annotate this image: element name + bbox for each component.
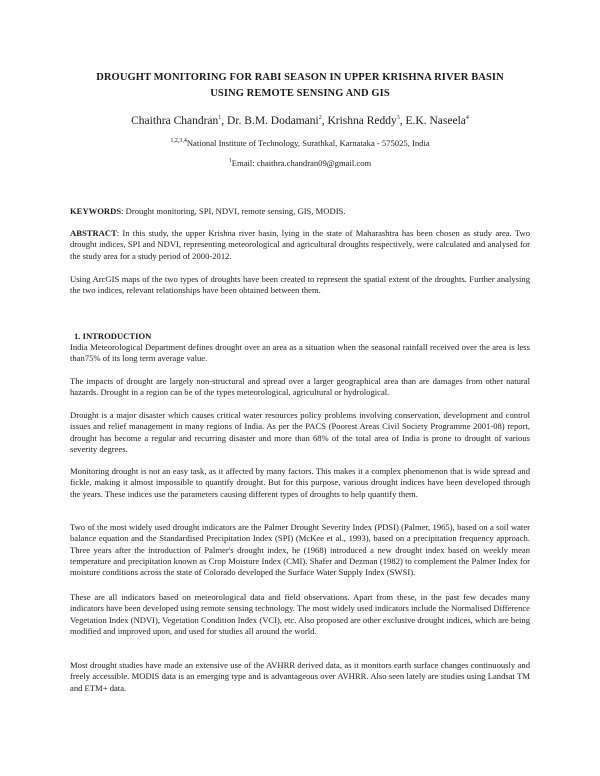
- email-sup: 1: [228, 158, 232, 165]
- keywords-text: : Drought monitoring, SPI, NDVI, remote sensing, GIS, MODIS.: [121, 206, 346, 216]
- affiliation-text: National Institute of Technology, Surathkal, Karnataka - 575025, India: [186, 138, 430, 148]
- author-4-sup: 4: [465, 115, 469, 122]
- abstract: [70, 228, 530, 262]
- affiliation: [40, 137, 560, 149]
- intro-paragraph-2: The impacts of drought are largely non-structural and spread over a larger geographical area than are damages from other natural hazards. Drought in a region can be of the types meteorological, agricultural or hydrological.: [70, 376, 530, 398]
- intro-paragraph-3: Drought is a major disaster which causes critical water resources policy problems involving conservation, development and control issues and relief management in many regions of India. As per the PACS (Poorest Areas Civil Society Programme 2001-08) report, drought has become a regular and recurring disaster and more than 68% of the total area of India is prone to drought of various severity degrees.: [70, 410, 530, 454]
- email-line: [40, 157, 560, 169]
- section-heading: 1. INTRODUCTION: [74, 331, 152, 341]
- keywords-label: KEYWORDS: [70, 206, 122, 216]
- affiliation-sup: 1,2,3,4: [170, 138, 187, 145]
- abstract-paragraph-2: Using ArcGIS maps of the two types of droughts have been created to represent the spatial extent of the droughts. Further analysing the two indices, relevant relationships have been obtained between them.: [70, 274, 530, 296]
- keywords: [70, 206, 530, 217]
- intro-paragraph-4: Monitoring drought is not an easy task, as it affected by many factors. This makes it a complex phenomenon that is wide spread and fickle, making it almost impossible to quantify drought. But for this purpose, various drought indices have been developed through the years. These indices use the parameters causing different types of droughts to help quantify them.: [70, 466, 530, 499]
- author-3-sup: 3: [396, 115, 400, 122]
- author-1: Chaithra Chandran: [131, 115, 219, 127]
- author-1-sup: 1: [218, 115, 222, 122]
- intro-paragraph-6: These are all indicators based on meteorological data and field observations. Apart from these, in the past few decades many indicators have been developed using remote sensing technology. The most widely used indicators include the Normalised Difference Vegetation Index (NDVI), Vegetation Condition Index (VCI), etc. Also proposed are other exclusive drought indices, which are being modified and improved upon, and used for studies all around the world.: [70, 592, 530, 636]
- author-3: , Krishna Reddy: [321, 115, 397, 127]
- author-2: , Dr. B.M. Dodamani: [221, 115, 319, 127]
- paper-title: [60, 70, 540, 102]
- title-line-2: USING REMOTE SENSING AND GIS: [210, 88, 390, 99]
- abstract-text: : In this study, the upper Krishna river basin, lying in the state of Maharashtra has been chosen as study area. Two drought indices, SPI and NDVI, representing meteorological and agricultural droughts respectively, were calculated and analysed for the study area for a study period of 2000-2012.: [70, 228, 530, 261]
- author-4: , E.K. Naseela: [399, 115, 466, 127]
- author-list: [40, 114, 560, 128]
- intro-paragraph-7: Most drought studies have made an extensive use of the AVHRR derived data, as it monitors earth surface changes continuously and freely accessible. MODIS data is an emerging type and is advantageous over AVHRR. Also seen lately are studies using Landsat TM and ETM+ data.: [70, 660, 530, 693]
- intro-paragraph-5: Two of the most widely used drought indicators are the Palmer Drought Severity Index (PDSI) (Palmer, 1965), based on a soil water balance equation and the Standardised Precipitation Index (SPI) (McKee et al., 1993), based on a precipitation frequency approach. Three years after the introduction of Palmer's drought index, he (1968) introduced a new drought index based on weekly mean temperature and precipitation known as Crop Moisture Index (CMI). Shafer and Dezman (1982) to complement the Palmer Index for moisture conditions across the state of Colorado developed the Surface Water Supply Index (SWSI).: [70, 522, 530, 578]
- abstract-label: ABSTRACT: [70, 228, 117, 238]
- email-text: Email: chaithra.chandran09@gmail.com: [231, 158, 372, 168]
- title-line-1: DROUGHT MONITORING FOR RABI SEASON IN UPPER KRISHNA RIVER BASIN: [96, 72, 504, 83]
- intro-paragraph-1: India Meteorological Department defines drought over an area as a situation when the seasonal rainfall received over the area is less than75% of its long term average value.: [70, 342, 530, 364]
- author-2-sup: 2: [318, 115, 322, 122]
